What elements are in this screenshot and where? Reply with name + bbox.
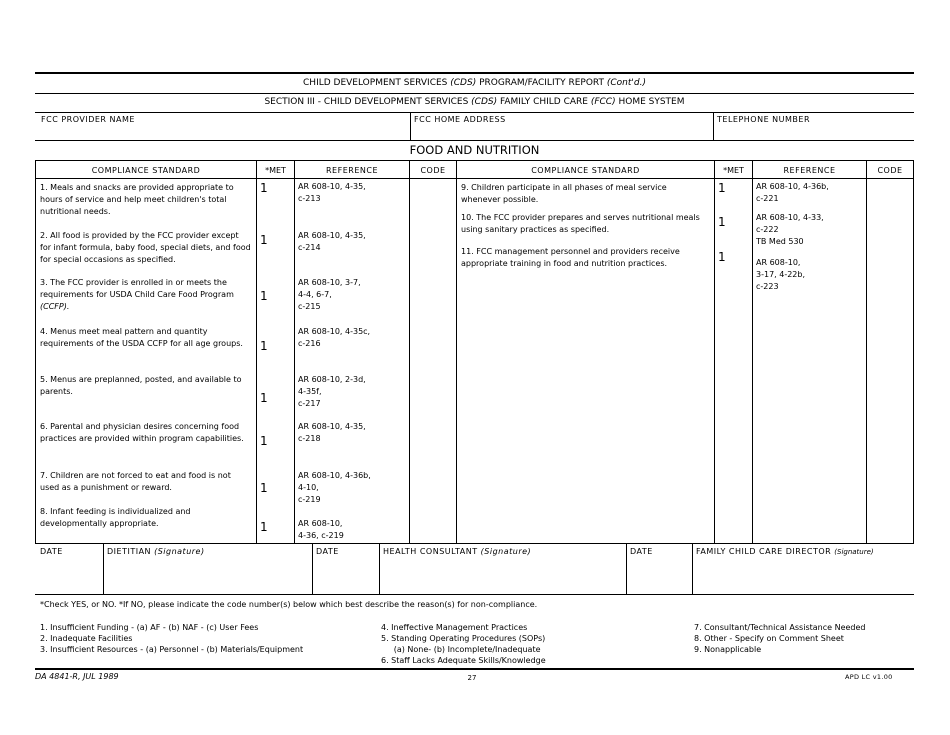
met-value[interactable]: 1 [260, 233, 268, 247]
codes-column-1 [40, 622, 303, 655]
rule [35, 140, 914, 141]
col-divider [752, 160, 753, 543]
divider [312, 543, 313, 594]
home-address-label: FCC HOME ADDRESS [414, 115, 506, 124]
reference-value: AR 608-10, 4-35, c-214 [298, 231, 366, 252]
standard-item-2: 2. All food is provided by the FCC provider except for infant formula, baby food, special diets, and food for special occasions as specified. [40, 231, 251, 264]
version-label: APD LC v1.00 [845, 673, 893, 681]
rule [35, 160, 914, 161]
met-value[interactable]: 1 [718, 250, 726, 264]
director-label: FAMILY CHILD CARE DIRECTOR (Signature) [696, 547, 874, 556]
dietitian-signature-field[interactable] [105, 560, 310, 592]
telephone-field[interactable] [715, 126, 913, 139]
code-item: 5. Standing Operating Procedures (SOPs) [381, 634, 546, 643]
standard-item-8: 8. Infant feeding is individualized and developmentally appropriate. [40, 507, 191, 528]
home-address-field[interactable] [412, 126, 711, 139]
section-title: SECTION III - CHILD DEVELOPMENT SERVICES (CDS) FAMILY CHILD CARE (FCC) HOME SYSTEM [264, 97, 685, 107]
health-consultant-signature-field[interactable] [381, 560, 624, 592]
code-item: (a) None- (b) Incomplete/Inadequate [381, 645, 541, 654]
reference-value: AR 608-10, 4-36b, 4-10, c-219 [298, 471, 371, 504]
col-header-reference: REFERENCE [325, 166, 378, 175]
col-divider [256, 160, 257, 543]
standard-item-5: 5. Menus are preplanned, posted, and available to parents. [40, 375, 242, 396]
met-value[interactable]: 1 [718, 215, 726, 229]
col-divider [456, 160, 457, 543]
food-nutrition-heading: FOOD AND NUTRITION [409, 143, 540, 157]
codes-column-3 [694, 622, 865, 655]
reference-value: AR 608-10, 4-35c, c-216 [298, 327, 371, 348]
code-item: 7. Consultant/Technical Assistance Needed [694, 623, 866, 632]
col-header-met: *MET [265, 166, 286, 175]
divider [713, 112, 714, 140]
date-label: DATE [630, 547, 653, 556]
page-number: 27 [467, 674, 477, 682]
col-header-code: CODE [420, 166, 446, 175]
col-header-standard: COMPLIANCE STANDARD [531, 166, 640, 175]
divider [379, 543, 380, 594]
bottom-rule [35, 668, 914, 670]
top-rule [35, 72, 914, 74]
divider [103, 543, 104, 594]
provider-name-field[interactable] [36, 126, 408, 139]
standard-item-3: 3. The FCC provider is enrolled in or meets the requirements for USDA Child Care Food Program (CCFP). [40, 278, 234, 311]
rule [35, 543, 914, 544]
col-divider [294, 160, 295, 543]
report-title: CHILD DEVELOPMENT SERVICES (CDS) PROGRAM/FACILITY REPORT (Cont'd.) [303, 78, 646, 88]
table-border-left [35, 160, 36, 543]
reference-value: AR 608-10, 3-7, 4-4, 6-7, c-215 [298, 278, 361, 311]
divider [692, 543, 693, 594]
standard-item-4: 4. Menus meet meal pattern and quantity requirements of the USDA CCFP for all age groups. [40, 327, 243, 348]
reference-value: AR 608-10, 2-3d, 4-35f, c-217 [298, 375, 366, 408]
director-signature-field[interactable] [694, 560, 912, 592]
reference-value: AR 608-10, 4-35, c-213 [298, 182, 366, 203]
table-border-right [913, 160, 914, 543]
standard-item-7: 7. Children are not forced to eat and food is not used as a punishment or reward. [40, 471, 231, 492]
date-label: DATE [316, 547, 339, 556]
code-item: 2. Inadequate Facilities [40, 634, 133, 643]
reference-value: AR 608-10, 4-35, c-218 [298, 422, 366, 443]
health-consultant-label: HEALTH CONSULTANT (Signature) [383, 547, 532, 556]
col-divider [714, 160, 715, 543]
divider [626, 543, 627, 594]
reference-value: AR 608-10, 4-36, c-219 [298, 519, 344, 540]
met-value[interactable]: 1 [718, 181, 726, 195]
met-value[interactable]: 1 [260, 391, 268, 405]
provider-name-label: FCC PROVIDER NAME [41, 115, 135, 124]
standard-item-11: 11. FCC management personnel and providers receive appropriate training in food and nutrition practices. [461, 247, 680, 268]
reference-value: AR 608-10, 4-33, c-222 TB Med 530 [756, 213, 824, 246]
rule [35, 594, 914, 595]
met-value[interactable]: 1 [260, 434, 268, 448]
code-item: 6. Staff Lacks Adequate Skills/Knowledge [381, 656, 546, 665]
code-item: 8. Other - Specify on Comment Sheet [694, 634, 844, 643]
standard-item-9: 9. Children participate in all phases of meal service whenever possible. [461, 183, 667, 204]
col-divider [409, 160, 410, 543]
col-header-standard: COMPLIANCE STANDARD [91, 166, 201, 175]
telephone-label: TELEPHONE NUMBER [717, 115, 811, 124]
col-header-reference: REFERENCE [783, 166, 836, 175]
rule [35, 178, 914, 179]
code-item: 4. Ineffective Management Practices [381, 623, 528, 632]
compliance-note: *Check YES, or NO. *If NO, please indicate the code number(s) below which best describe the reason(s) for non-compliance. [40, 600, 538, 609]
col-divider [866, 160, 867, 543]
col-header-code: CODE [877, 166, 903, 175]
met-value[interactable]: 1 [260, 481, 268, 495]
form-number: DA 4841-R, JUL 1989 [35, 672, 119, 681]
dietitian-label: DIETITIAN (Signature) [107, 547, 205, 556]
rule [35, 112, 914, 113]
code-item: 9. Nonapplicable [694, 645, 762, 654]
codes-column-2 [381, 622, 546, 666]
col-header-met: *MET [723, 166, 744, 175]
code-item: 3. Insufficient Resources - (a) Personnel - (b) Materials/Equipment [40, 645, 304, 654]
rule [35, 93, 914, 94]
date-label: DATE [40, 547, 63, 556]
standard-item-6: 6. Parental and physician desires concerning food practices are provided within program capabilities. [40, 422, 244, 443]
met-value[interactable]: 1 [260, 339, 268, 353]
reference-value: AR 608-10, 4-36b, c-221 [756, 182, 829, 203]
reference-value: AR 608-10, 3-17, 4-22b, c-223 [756, 258, 806, 291]
code-item: 1. Insufficient Funding - (a) AF - (b) NAF - (c) User Fees [40, 623, 259, 632]
standard-item-1: 1. Meals and snacks are provided appropriate to hours of service and help meet children's total nutritional needs. [40, 183, 234, 216]
met-value[interactable]: 1 [260, 520, 268, 534]
divider [410, 112, 411, 140]
standard-item-10: 10. The FCC provider prepares and serves nutritional meals using sanitary practices as specified. [461, 213, 700, 234]
met-value[interactable]: 1 [260, 181, 268, 195]
met-value[interactable]: 1 [260, 289, 268, 303]
